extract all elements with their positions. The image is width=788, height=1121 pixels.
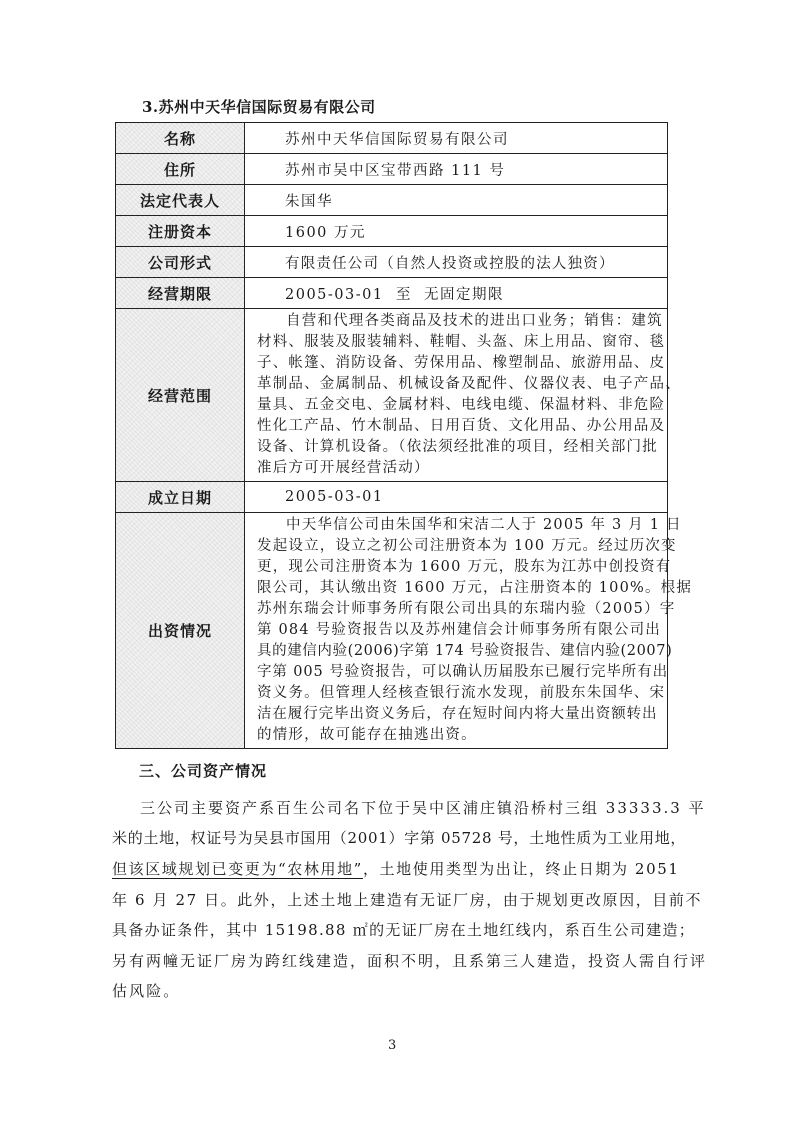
paragraph-line: 另有两幢无证厂房为跨红线建造，面积不明，且系第三人建造，投资人需自行评: [112, 952, 708, 970]
row-label: 公司形式: [116, 247, 245, 278]
table-row-company-form: [116, 247, 668, 278]
row-label: 经营范围: [116, 309, 245, 482]
funding-line: 洁在履行完毕出资义务后，存在短时间内将大量出资额转出: [257, 706, 658, 722]
table-row-term: [116, 278, 668, 309]
scope-line: 革制品、金属制品、机械设备及配件、仪器仪表、电子产品、: [257, 376, 681, 392]
funding-line: 资义务。但管理人经核查银行流水发现，前股东朱国华、宋: [257, 685, 666, 701]
scope-line: 材料、服装及服装辅料、鞋帽、头盔、床上用品、窗帘、毯: [257, 334, 666, 350]
row-value: 苏州市吴中区宝带西路 111 号: [245, 154, 668, 185]
row-value: 1600 万元: [245, 216, 668, 247]
row-label: 住所: [116, 154, 245, 185]
funding-line: 苏州东瑞会计师事务所有限公司出具的东瑞内验（2005）字: [257, 601, 676, 617]
row-label: 出资情况: [116, 513, 245, 749]
funding-line: 发起设立，设立之初公司注册资本为 100 万元。经过历次变: [257, 538, 677, 554]
paragraph-line: 米的土地，权证号为吴县市国用（2001）字第 05728 号，土地性质为工业用地，: [112, 829, 687, 847]
table-row-legal-rep: [116, 185, 668, 216]
funding-line: 中天华信公司由朱国华和宋洁二人于 2005 年 3 月 1 日: [286, 517, 682, 533]
funding-line: 限公司，其认缴出资 1600 万元，占注册资本的 100%。根据: [257, 580, 693, 596]
row-label: 注册资本: [116, 216, 245, 247]
funding-line: 第 084 号验资报告以及苏州建信会计师事务所有限公司出: [257, 622, 661, 638]
scope-line: 量具、五金交电、金属材料、电线电缆、保温材料、非危险: [257, 397, 666, 413]
row-label: 法定代表人: [116, 185, 245, 216]
scope-line: 自营和代理各类商品及技术的进出口业务；销售：建筑: [286, 313, 663, 329]
row-label: 成立日期: [116, 482, 245, 513]
paragraph-line: 三公司主要资产系百生公司名下位于吴中区浦庄镇沿桥村三组 33333.3 平: [140, 799, 706, 817]
table-row-scope: [116, 309, 668, 482]
scope-line: 准后方可开展经营活动）: [257, 460, 430, 476]
table-row-funding: [116, 513, 668, 749]
row-label: 名称: [116, 123, 245, 154]
row-value: 朱国华: [245, 185, 668, 216]
scope-line: 子、帐篷、消防设备、劳保用品、橡塑制品、旅游用品、皮: [257, 355, 666, 371]
page-number: 3: [388, 1038, 397, 1053]
table-row-established: [116, 482, 668, 513]
paragraph-line: [112, 858, 680, 879]
row-label: 经营期限: [116, 278, 245, 309]
funding-line: 更，现公司注册资本为 1600 万元，股东为江苏中创投资有: [257, 559, 672, 575]
funding-text: [245, 513, 693, 749]
table-row-name: [116, 123, 668, 154]
paragraph-line: 估风险。: [112, 982, 181, 1000]
company-info-table: [115, 122, 693, 749]
funding-line: 字第 005 号验资报告，可以确认历届股东已履行完毕所有出: [257, 664, 668, 680]
scope-line: 设备、计算机设备。（依法须经批准的项目，经相关部门批: [257, 439, 658, 455]
funding-line: 具的建信内验(2006)字第 174 号验资报告、建信内验(2007): [257, 643, 673, 659]
paragraph-line: 具备办证条件，其中 15198.88 ㎡的无证厂房在土地红线内，系百生公司建造；: [112, 921, 696, 939]
funding-line: 的情形，故可能存在抽逃出资。: [257, 727, 477, 743]
section-heading-company: 3.苏州中天华信国际贸易有限公司: [142, 98, 376, 116]
table-row-address: [116, 154, 668, 185]
underlined-land-use-change: 但该区域规划已变更为“农林用地”: [112, 860, 363, 878]
row-value: 2005-03-01 至 无固定期限: [245, 278, 668, 309]
paragraph-line-rest: ，土地使用类型为出让，终止日期为 2051: [362, 860, 680, 878]
paragraph-line: 年 6 月 27 日。此外，上述土地上建造有无证厂房，由于规划更改原因，目前不: [112, 891, 703, 909]
scope-line: 性化工产品、竹木制品、日用百货、文化用品、办公用品及: [257, 418, 666, 434]
section-title-assets: 三、公司资产情况: [139, 762, 268, 780]
table-row-capital: [116, 216, 668, 247]
row-value: 有限责任公司（自然人投资或控股的法人独资）: [245, 247, 668, 278]
scope-text: [245, 309, 681, 482]
row-value: 苏州中天华信国际贸易有限公司: [245, 123, 668, 154]
row-value: 2005-03-01: [245, 482, 668, 513]
